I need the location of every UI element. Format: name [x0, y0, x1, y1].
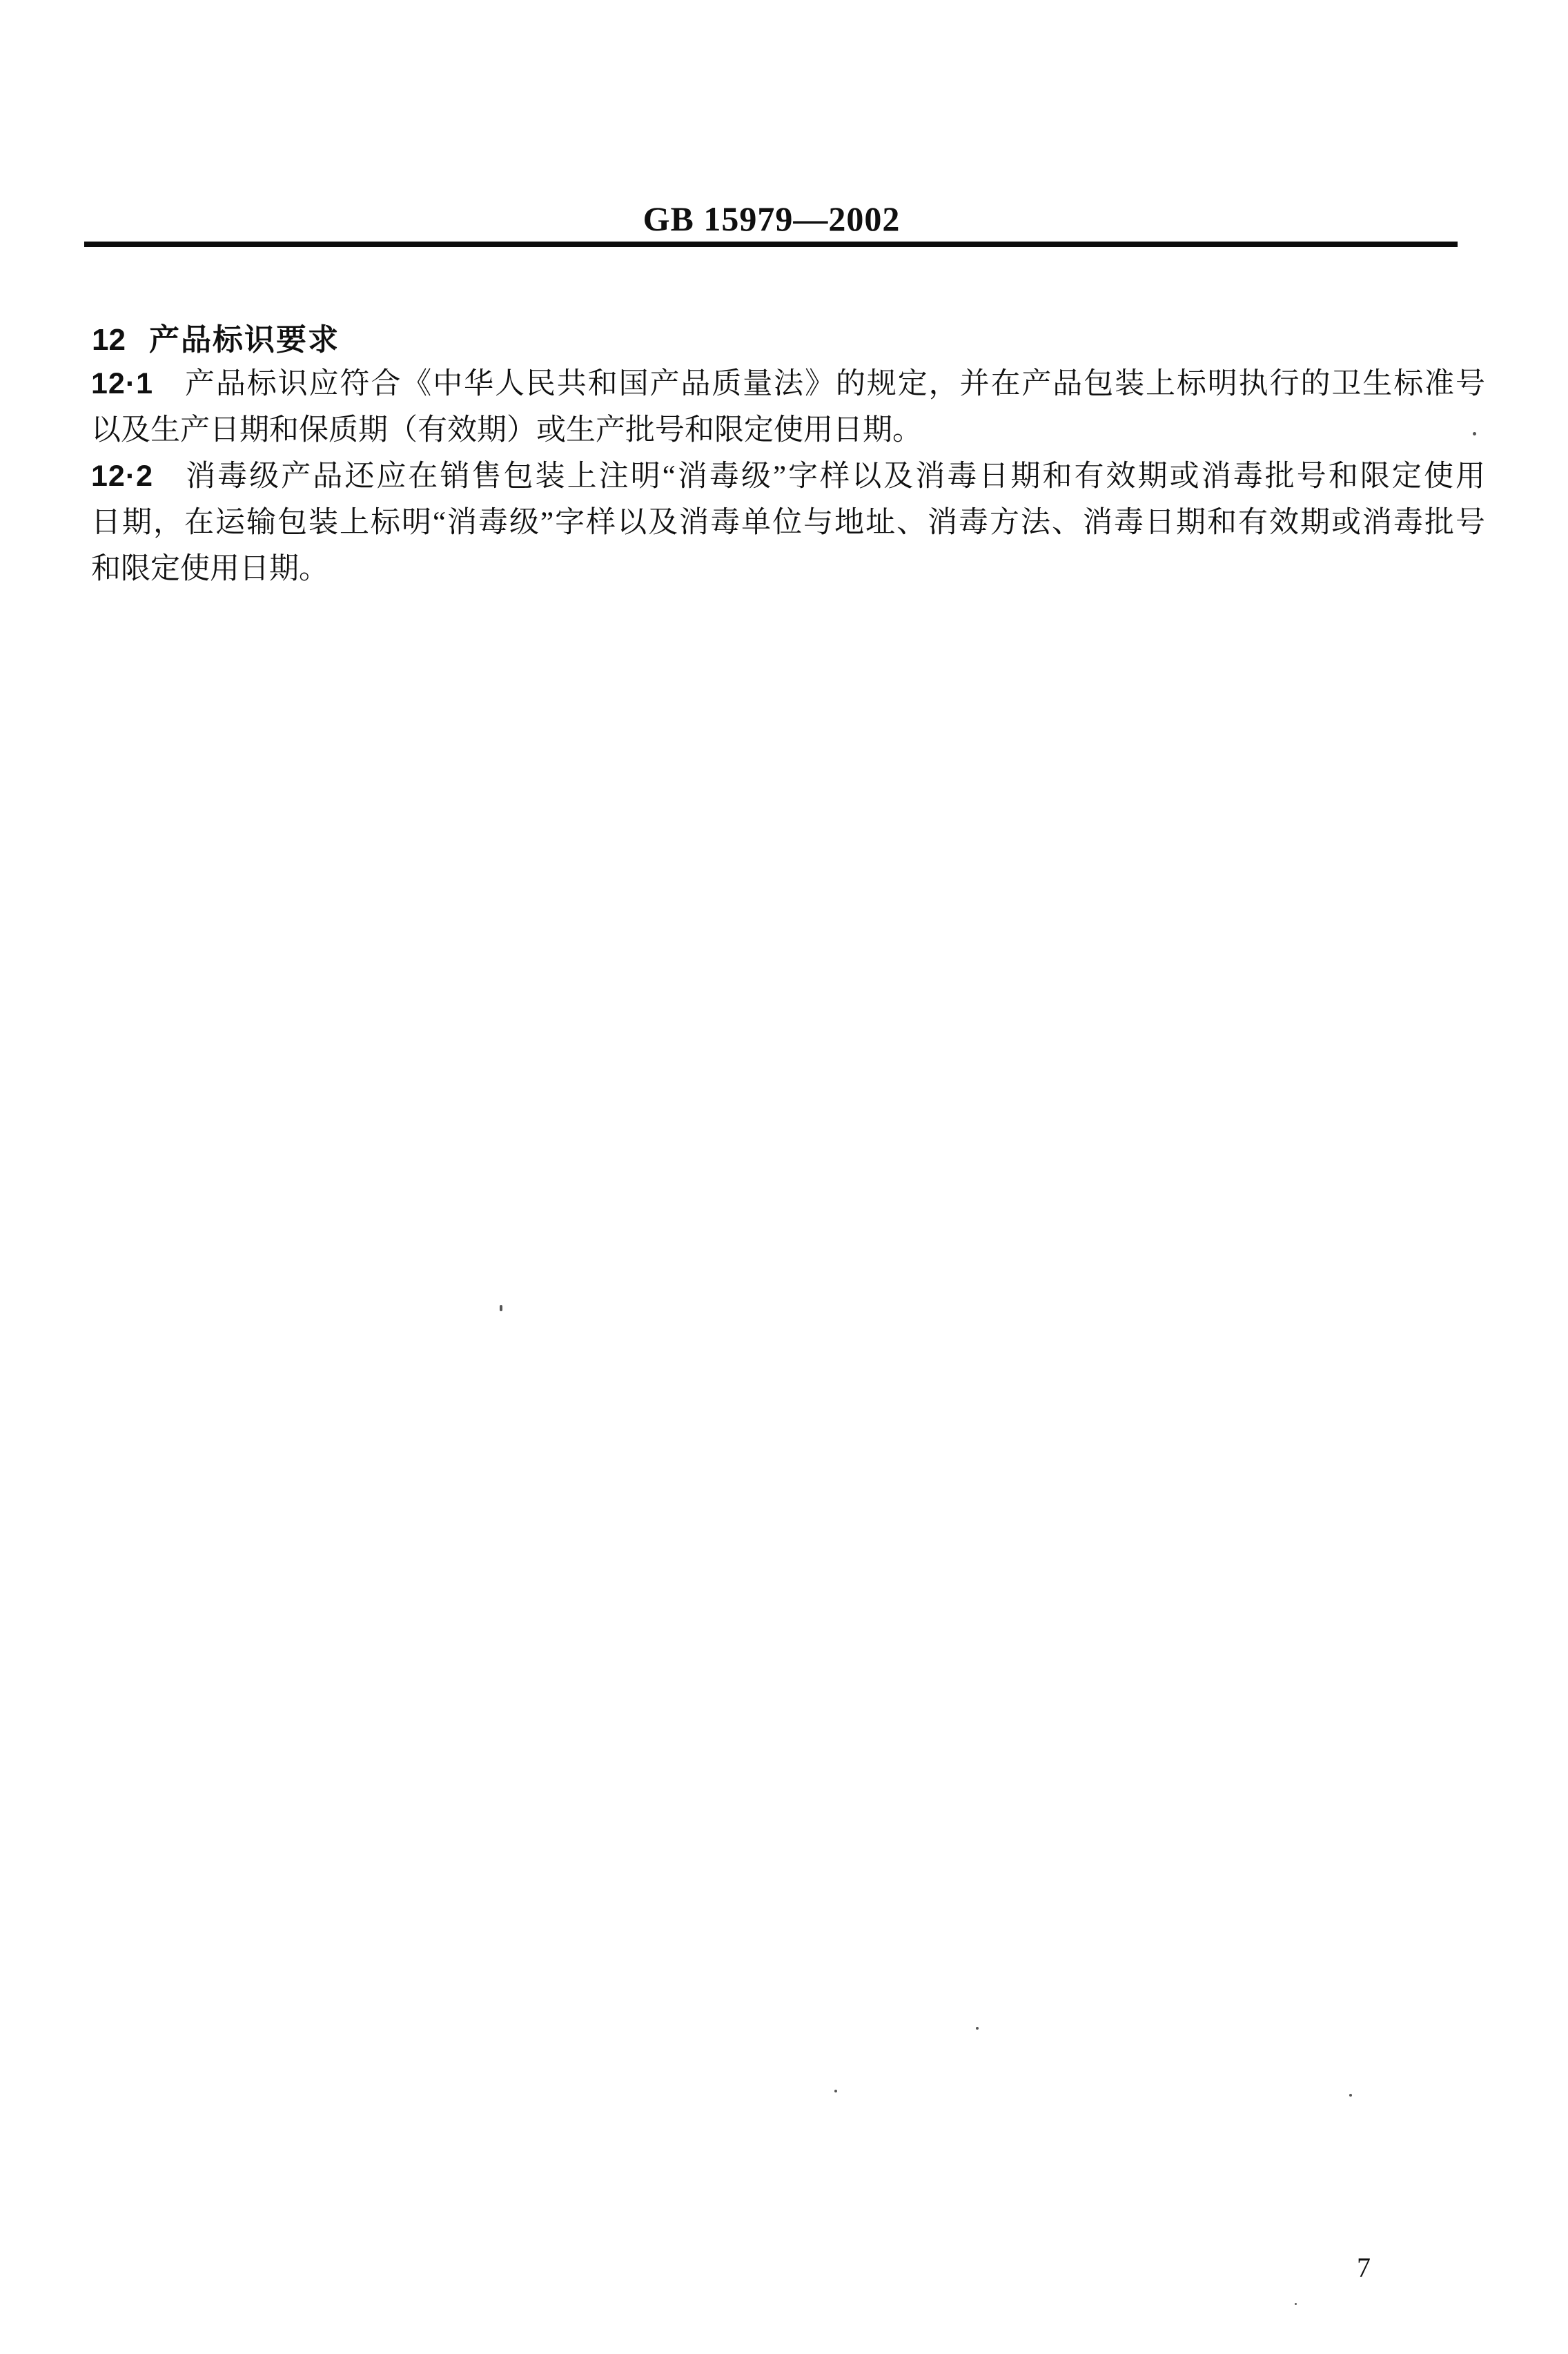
clause-text: 产品标识应符合《中华人民共和国产品质量法》的规定，并在产品包装上标明执行的卫生标准号: [184, 368, 1485, 400]
clause-number: 12·2: [91, 460, 154, 493]
header-rule: [84, 242, 1458, 247]
scan-speck: [500, 1305, 502, 1311]
clause-line: 和限定使用日期。: [91, 553, 329, 585]
scan-speck: [976, 2027, 979, 2030]
scan-speck: [1473, 432, 1476, 435]
clause-line: 以及生产日期和保质期（有效期）或生产批号和限定使用日期。: [91, 414, 922, 447]
section-title: 产品标识要求: [148, 322, 340, 357]
scan-speck: [1295, 2303, 1297, 2305]
clause-12-1: [91, 361, 1485, 453]
clause-12-2: [91, 453, 1485, 592]
clause-line: 日期，在运输包装上标明“消毒级”字样以及消毒单位与地址、消毒方法、消毒日期和有效期或消毒批号: [91, 507, 1485, 539]
clause-line: [91, 453, 1485, 500]
section-heading: [92, 322, 340, 358]
clause-line: [91, 361, 1485, 407]
page-number: 7: [1357, 2252, 1371, 2283]
section-number: 12: [92, 322, 126, 357]
clause-number: 12·1: [91, 367, 154, 400]
clause-text: 消毒级产品还应在销售包装上注明“消毒级”字样以及消毒日期和有效期或消毒批号和限定使用: [184, 460, 1485, 493]
scan-speck: [834, 2090, 837, 2092]
clause-block: [91, 361, 1485, 592]
scan-speck: [1349, 2094, 1352, 2097]
standard-code-header: GB 15979—2002: [643, 199, 901, 238]
